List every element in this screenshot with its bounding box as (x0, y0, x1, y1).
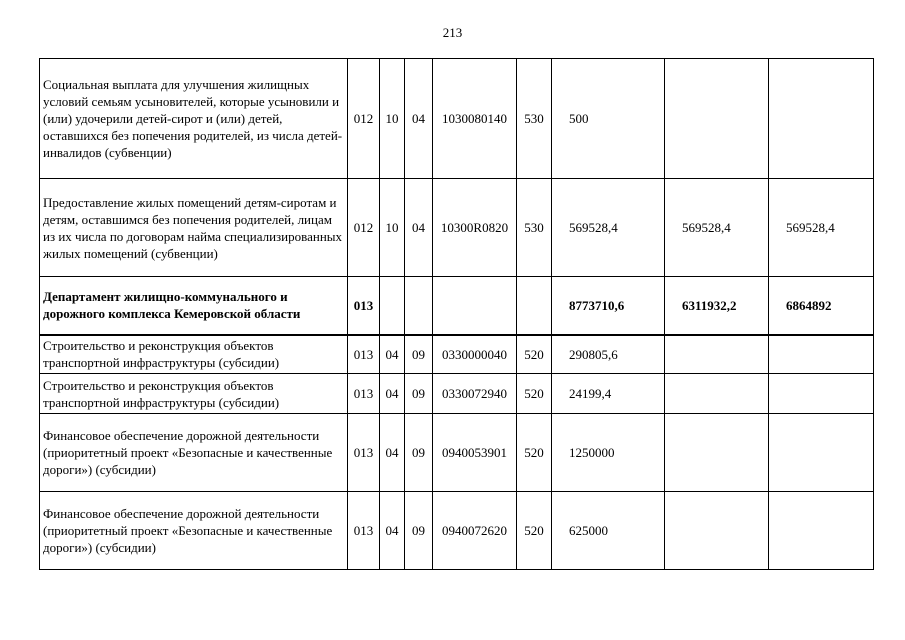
table-body (40, 59, 874, 570)
amount-year1-cell: 500 (552, 59, 665, 179)
amount-year3-cell (769, 414, 874, 492)
ministry-code-cell: 013 (348, 492, 380, 570)
table-row (40, 59, 874, 179)
ministry-code-cell: 013 (348, 277, 380, 335)
ministry-code-cell: 013 (348, 374, 380, 414)
amount-year2-cell: 6311932,2 (665, 277, 769, 335)
subsection-code-cell: 04 (405, 179, 433, 277)
amount-year3-cell (769, 492, 874, 570)
amount-year3-cell: 569528,4 (769, 179, 874, 277)
ministry-code-cell: 013 (348, 414, 380, 492)
target-code-cell: 0940053901 (433, 414, 517, 492)
budget-table (39, 58, 874, 570)
amount-year3-cell (769, 59, 874, 179)
section-code-cell: 10 (380, 59, 405, 179)
expense-kind-cell: 530 (517, 59, 552, 179)
expense-kind-cell: 520 (517, 374, 552, 414)
subsection-code-cell: 04 (405, 59, 433, 179)
target-code-cell: 0940072620 (433, 492, 517, 570)
subsection-code-cell (405, 277, 433, 335)
target-code-cell: 0330072940 (433, 374, 517, 414)
expense-kind-cell: 520 (517, 414, 552, 492)
section-code-cell: 10 (380, 179, 405, 277)
amount-year1-cell: 1250000 (552, 414, 665, 492)
subsection-code-cell: 09 (405, 492, 433, 570)
amount-year2-cell (665, 374, 769, 414)
amount-year2-cell: 569528,4 (665, 179, 769, 277)
row-name-cell: Строительство и реконструкция объектов транспортной инфраструктуры (субсидии) (40, 374, 348, 414)
table-row (40, 179, 874, 277)
row-name-cell: Строительство и реконструкция объектов транспортной инфраструктуры (субсидии) (40, 335, 348, 374)
subsection-code-cell: 09 (405, 335, 433, 374)
target-code-cell: 0330000040 (433, 335, 517, 374)
table-row (40, 374, 874, 414)
expense-kind-cell: 520 (517, 492, 552, 570)
expense-kind-cell (517, 277, 552, 335)
section-code-cell: 04 (380, 335, 405, 374)
amount-year1-cell: 290805,6 (552, 335, 665, 374)
row-name-cell: Финансовое обеспечение дорожной деятельности (приоритетный проект «Безопасные и качественные дороги») (субсидии) (40, 492, 348, 570)
amount-year3-cell: 6864892 (769, 277, 874, 335)
target-code-cell: 1030080140 (433, 59, 517, 179)
section-code-cell (380, 277, 405, 335)
section-code-cell: 04 (380, 492, 405, 570)
row-name-cell: Предоставление жилых помещений детям-сиротам и детям, оставшимся без попечения родителей, лицам из их числа по договорам найма специализированных жилых помещений (субвенции) (40, 179, 348, 277)
ministry-code-cell: 013 (348, 335, 380, 374)
amount-year2-cell (665, 59, 769, 179)
amount-year3-cell (769, 335, 874, 374)
table-row (40, 335, 874, 374)
target-code-cell: 10300R0820 (433, 179, 517, 277)
amount-year1-cell: 625000 (552, 492, 665, 570)
target-code-cell (433, 277, 517, 335)
amount-year2-cell (665, 414, 769, 492)
expense-kind-cell: 520 (517, 335, 552, 374)
ministry-code-cell: 012 (348, 59, 380, 179)
amount-year2-cell (665, 492, 769, 570)
expense-kind-cell: 530 (517, 179, 552, 277)
amount-year1-cell: 24199,4 (552, 374, 665, 414)
amount-year1-cell: 569528,4 (552, 179, 665, 277)
table-row (40, 414, 874, 492)
amount-year1-cell: 8773710,6 (552, 277, 665, 335)
table-row (40, 492, 874, 570)
amount-year3-cell (769, 374, 874, 414)
ministry-code-cell: 012 (348, 179, 380, 277)
page-number: 213 (442, 25, 463, 40)
subsection-code-cell: 09 (405, 414, 433, 492)
row-name-cell: Департамент жилищно-коммунального и дорожного комплекса Кемеровской области (40, 277, 348, 335)
row-name-cell: Финансовое обеспечение дорожной деятельности (приоритетный проект «Безопасные и качественные дороги») (субсидии) (40, 414, 348, 492)
amount-year2-cell (665, 335, 769, 374)
section-code-cell: 04 (380, 414, 405, 492)
section-code-cell: 04 (380, 374, 405, 414)
table-row (40, 277, 874, 335)
row-name-cell: Социальная выплата для улучшения жилищных условий семьям усыновителей, которые усыновили и (или) удочерили детей-сирот и (или) детей, оставшихся без попечения родителей, из числа детей-инвалидов (субвенции) (40, 59, 348, 179)
subsection-code-cell: 09 (405, 374, 433, 414)
